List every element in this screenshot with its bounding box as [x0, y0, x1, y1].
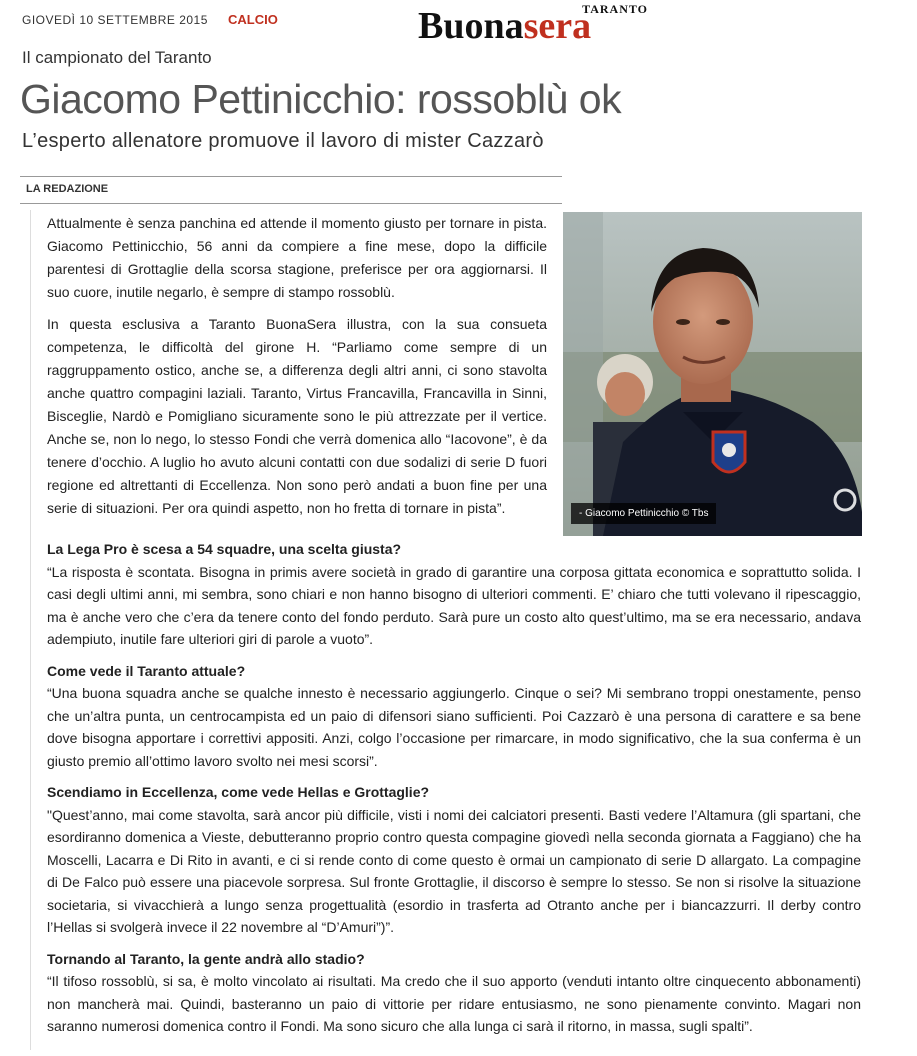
logo-wordmark: Buonasera	[418, 5, 592, 47]
paragraph: Attualmente è senza panchina ed attende il momento giusto per tornare in pista. Giacomo Pettinicchio, 56 anni da compiere a fine mese, dopo la difficile parentesi di Grottaglie della scorsa stagione, preferisce per ora aggiornarsi. Il suo cuore, inutile negarlo, è sempre di stampo rossoblù.	[47, 215, 547, 300]
interview-answer: “La risposta è scontata. Bisogna in primis avere società in grado di garantire una corposa gittata economica e soprattutto solida. I casi degli ultimi anni, mi sembra, sono chiari e non hanno bisogno di ulteriori commenti. E’ chiaro che tutti volevano il ripescaggio, ma è anche vero che c’era da tenere conto del fondo perduto. Sarà pure un costo alto quest’ultimo, ma se era necessario, andava adempiuto, inutile fare ulteriori giri di parole a vuoto”.	[47, 563, 861, 647]
interview-answer: "Quest’anno, mai come stavolta, sarà ancor più difficile, visti i nomi dei calciatori presenti. Basti vedere l’Altamura (gli spartani, che esordiranno domenica a Vieste, debutteranno proprio contro questa compagine giovedì nella seconda giornata a Faggiano) che ha Moscelli, Lacarra e Di Rito in avanti, e ci si rende conto di come questo è ormai un campionato di serie D allargato. La compagine di De Falco può essere una piacevole sorpresa. Sul fronte Grottaglie, il discorso è sempre lo stesso. Se non si risolve la situazione societaria, si vivacchierà a lungo senza progettualità (esordio in trasferta ad Otranto anche per i biancazzurri. Il derby contro l’Hellas si svolgerà invece il 22 novembre al “D’Amuri”)”.	[47, 806, 861, 935]
interview-question: Scendiamo in Eccellenza, come vede Hellas e Grottaglie?	[47, 784, 430, 800]
interview-answer: “Una buona squadra anche se qualche innesto è necessario aggiungerlo. Cinque o sei? Mi sembrano troppi onestamente, penso che un’altra punta, un centrocampista ed un paio di difensori siano sufficienti. Poi Cazzarò è una persona di carattere e sa bene dove bisogna apportare i correttivi appositi. Anzi, colgo l’occasione per rimarcare, in modo significativo, che la sua conferma è un giusto premio all’ottimo lavoro svolto nei mesi scorsi”.	[47, 685, 861, 769]
intro-column	[47, 212, 547, 529]
interview-answer: “Il tifoso rossoblù, si sa, è molto vincolato ai risultati. Ma credo che il suo apporto (venduti intanto oltre cinquecento abbonamenti) non mancherà mai. Quindi, basteranno un paio di vittorie per ridare entusiasmo, ne sono pienamente convinto. Magari non saranno numerosi domenica contro il Fondi. Ma sono sicuro che alla lunga ci sarà il ritorno, in massa, sugli spalti”.	[47, 973, 861, 1034]
logo-city: TARANTO	[582, 2, 648, 16]
divider	[20, 203, 562, 204]
article-photo[interactable]	[563, 212, 862, 536]
article-subtitle: L’esperto allenatore promuove il lavoro di mister Cazzarò	[22, 130, 544, 152]
interview-question: La Lega Pro è scesa a 54 squadre, una scelta giusta?	[47, 541, 402, 557]
photo-caption: - Giacomo Pettinicchio © Tbs	[571, 503, 716, 524]
section-label[interactable]: CALCIO	[228, 12, 278, 27]
article-byline: LA REDAZIONE	[26, 183, 109, 195]
issue-date: GIOVEDÌ 10 SETTEMBRE 2015	[22, 13, 208, 27]
paragraph: In questa esclusiva a Taranto BuonaSera illustra, con la sua consueta competenza, le difficoltà del girone H. “Parliamo come sempre di un raggruppamento ostico, anche se, a differenza degli altri anni, ci sono stavolta anche quattro compagini laziali. Taranto, Virtus Francavilla, Francavilla in Sinni, Bisceglie, Nardò e Pomigliano sicuramente sono le più attrezzate per il vertice. Anche se, non lo nego, lo stesso Fondi che verrà domenica allo “Iacovone”, è da tenere d’occhio. A luglio ho avuto alcuni contatti con due sodalizi di serie D fuori regione ed altrettanti di Eccellenza. Non sono però andati a buon fine per una serie di situazioni. Per ora quindi aspetto, non ho fretta di tornare in pista”.	[47, 316, 547, 516]
coach-portrait-image	[563, 212, 862, 536]
interview-question: Tornando al Taranto, la gente andrà allo stadio?	[47, 950, 365, 967]
column-border	[30, 210, 31, 1050]
article-kicker: Il campionato del Taranto	[22, 48, 212, 67]
newspaper-logo[interactable]	[418, 2, 648, 46]
interview-question: Come vede il Taranto attuale?	[47, 662, 246, 679]
article-title: Giacomo Pettinicchio: rossoblù ok	[20, 76, 622, 122]
interview-column	[47, 538, 861, 1038]
divider	[20, 176, 562, 177]
